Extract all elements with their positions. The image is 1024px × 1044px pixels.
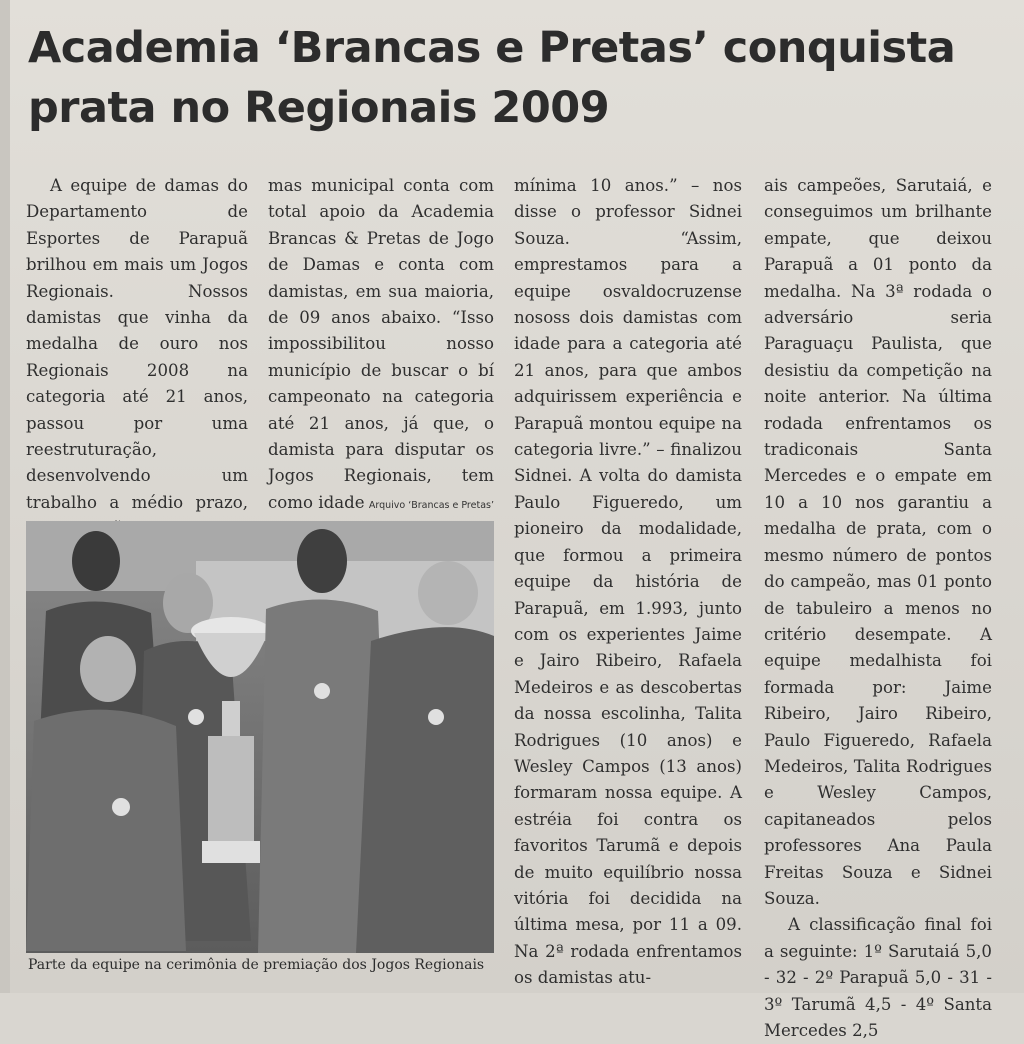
team-photo bbox=[26, 521, 494, 953]
team-photo-illustration bbox=[26, 521, 494, 953]
column-4-classification: A classificação final foi a seguinte: 1º Sarutaiá 5,0 - 32 - 2º Parapuã 5,0 - 31 - 3º Tarumã 4,5 - 4º Santa Mercedes 2,5 bbox=[764, 915, 992, 1040]
column-1-text: A equipe de damas do Departamento de Esportes de Parapuã brilhou em mais um Jogos Regionais. Nossos damistas que vinha da medalha de ouro nos Regionais 2008 na categoria até 21 anos, passou por uma reestruturação, desenvolvendo um trabalho a médio prazo, bbox=[26, 176, 248, 512]
article-column-1 bbox=[26, 173, 248, 569]
column-3-text: mínima 10 anos.” – nos disse o professor Sidnei Souza. “Assim, emprestamos para a equipe osvaldocruzense nososs dois damistas com idade para a categoria até 21 anos, para que ambos adquirissem experiência e Parapuã montou equipe na categoria livre.” – finalizou Sidnei. A volta do damista Paulo Figueredo, um pioneiro da modalidade, que formou a primeira equipe da história de Parapuã, em 1.993, junto com os experientes Jaime e Jairo Ribeiro, Rafaela Medeiros e as descobertas da nossa escolinha, Talita Rodrigues (10 anos) e Wesley Campos (13 anos) formaram nossa equipe. A estréia foi contra os favoritos Tarumã e depois de muito equilíbrio nossa vitória foi decidida na última mesa, por 11 a 09. Na 2ª rodada enfrentamos os damistas atu- bbox=[514, 176, 742, 988]
headline: Academia ‘Brancas e Pretas’ conquista prata no Regionais 2009 bbox=[28, 23, 956, 133]
article-column-2 bbox=[268, 173, 494, 516]
column-2-text: mas municipal conta com total apoio da Academia Brancas & Pretas de Jogo de Damas e conta com damistas, em sua maioria, de 09 anos abaixo. “Isso impossibilitou nosso município de buscar o bí campeonato na categoria até 21 anos, já que, o damista para disputar os Jogos Regionais, tem como idade bbox=[268, 176, 494, 512]
page-edge bbox=[0, 0, 10, 993]
article-column-4 bbox=[764, 173, 992, 1044]
column-4-text: ais campeões, Sarutaiá, e conseguimos um brilhante empate, que deixou Parapuã a 01 ponto da medalha. Na 3ª rodada o adversário seria Paraguaçu Paulista, que desistiu da competição na noite anterior. Na última rodada enfrentamos os tradiconais Santa Mercedes e o empate em 10 a 10 nos garantiu a medalha de prata, com o mesmo número de pontos do campeão, mas 01 ponto de tabuleiro a menos no critério desempate. A equipe medalhista foi formada por: Jaime Ribeiro, Jairo Ribeiro, Paulo Figueredo, Rafaela Medeiros, Talita Rodrigues e Wesley Campos, capitaneados pelos professores Ana Paula Freitas Souza e Sidnei Souza. bbox=[764, 176, 992, 908]
article-column-3 bbox=[514, 173, 742, 992]
photo-caption: Parte da equipe na cerimônia de premiação dos Jogos Regionais bbox=[28, 957, 485, 973]
photo-credit: Arquivo ‘Brancas e Pretas’ bbox=[368, 500, 494, 511]
